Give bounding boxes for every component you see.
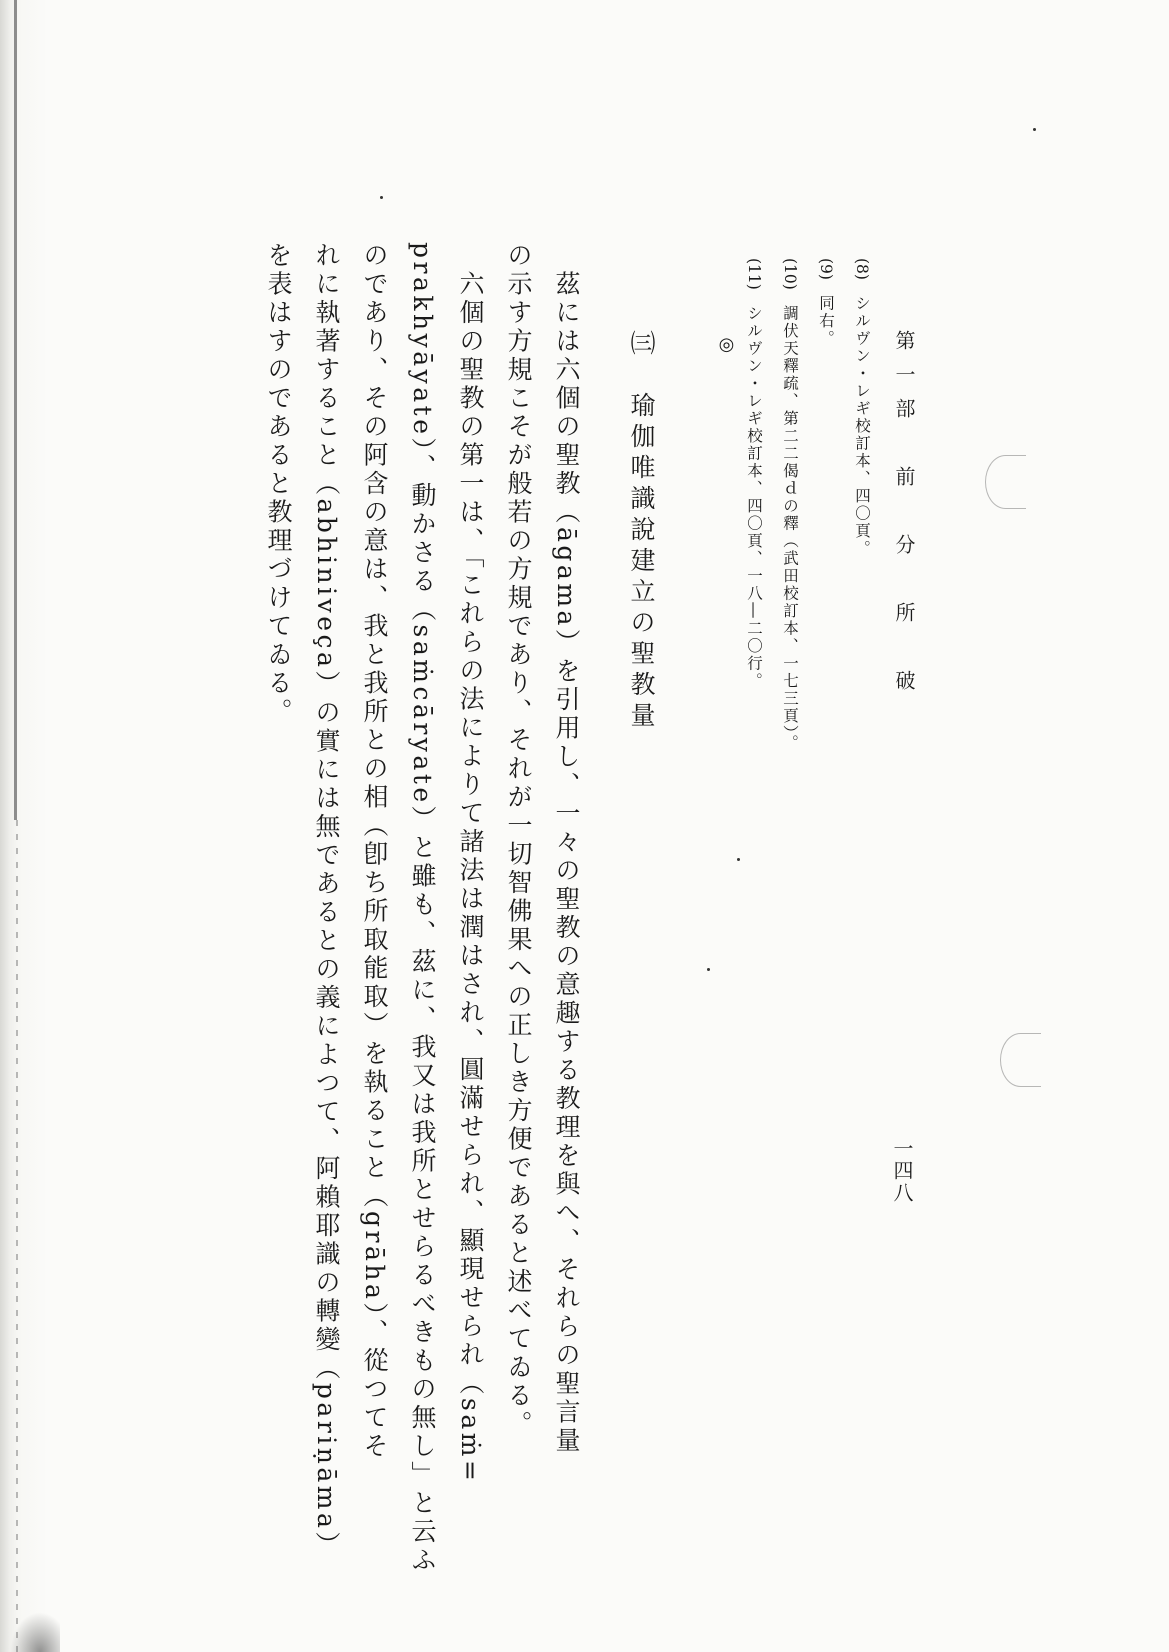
body-line: のであり、その阿含の意は、我と我所との相（卽ち所取能取）を執ること（grāha）、從つてそ	[360, 242, 389, 1461]
footnote-number: (9)	[817, 258, 835, 280]
footnote	[779, 258, 801, 752]
body-line: 六個の聖教の第一は、「これらの法によりて諸法は潤はされ、圓滿せられ、顯現せられ（saṁ=	[456, 242, 485, 1485]
scan-smudge	[10, 1612, 60, 1652]
footnote-number: (10)	[781, 258, 799, 290]
body-line: れに執著すること（abhiniveça）の實には無であるとの義によつて、阿賴耶識の轉變（pariṇāma）	[312, 242, 341, 1560]
page-number: 一四八	[890, 1138, 914, 1204]
running-header: 第一部 前 分 所 破	[892, 330, 916, 704]
body-line: 茲には六個の聖教（āgama）を引用し、一々の聖教の意趣する教理を與へ、それらの聖言量	[552, 242, 581, 1456]
speck	[737, 858, 740, 861]
footnote-text: 調伏天釋疏、第二二偈ｄの釋（武田校訂本、一七三頁）。	[781, 304, 799, 753]
footnotes	[743, 258, 873, 752]
section-heading: ㈢ 瑜伽唯識說建立の聖教量	[627, 330, 656, 733]
footnote	[815, 258, 837, 752]
footnote-number: (11)	[745, 258, 763, 290]
footnote-number: (8)	[853, 258, 871, 280]
footnote-text: シルヴン・レギ校訂本、四〇頁、一八―二〇行。	[745, 304, 763, 690]
body-text	[266, 242, 579, 1575]
footnote-text: シルヴン・レギ校訂本、四〇頁。	[853, 294, 871, 558]
body-line: を表はすのであると教理づけてゐる。	[264, 242, 293, 727]
section-mark: ◎	[716, 334, 737, 355]
punch-hole	[985, 455, 1026, 509]
punch-hole	[1000, 1033, 1041, 1087]
footnote	[851, 258, 873, 752]
speck	[380, 196, 383, 199]
body-line: prakhyāyate）、動かさる（saṁcāryate）と雖も、茲に、我又は我所とせらるべきもの無し」と云ふ	[408, 242, 437, 1576]
footnote-text: 同右。	[817, 294, 835, 348]
body-line: の示す方規こそが般若の方規であり、それが一切智佛果への正しき方便であると述べてゐる。	[504, 242, 533, 1439]
footnote	[743, 258, 765, 752]
speck	[1033, 128, 1036, 131]
binding-edge	[0, 0, 48, 1652]
spine-shadow-lower	[16, 820, 18, 1652]
speck	[707, 968, 710, 971]
spine-shadow	[14, 0, 17, 820]
